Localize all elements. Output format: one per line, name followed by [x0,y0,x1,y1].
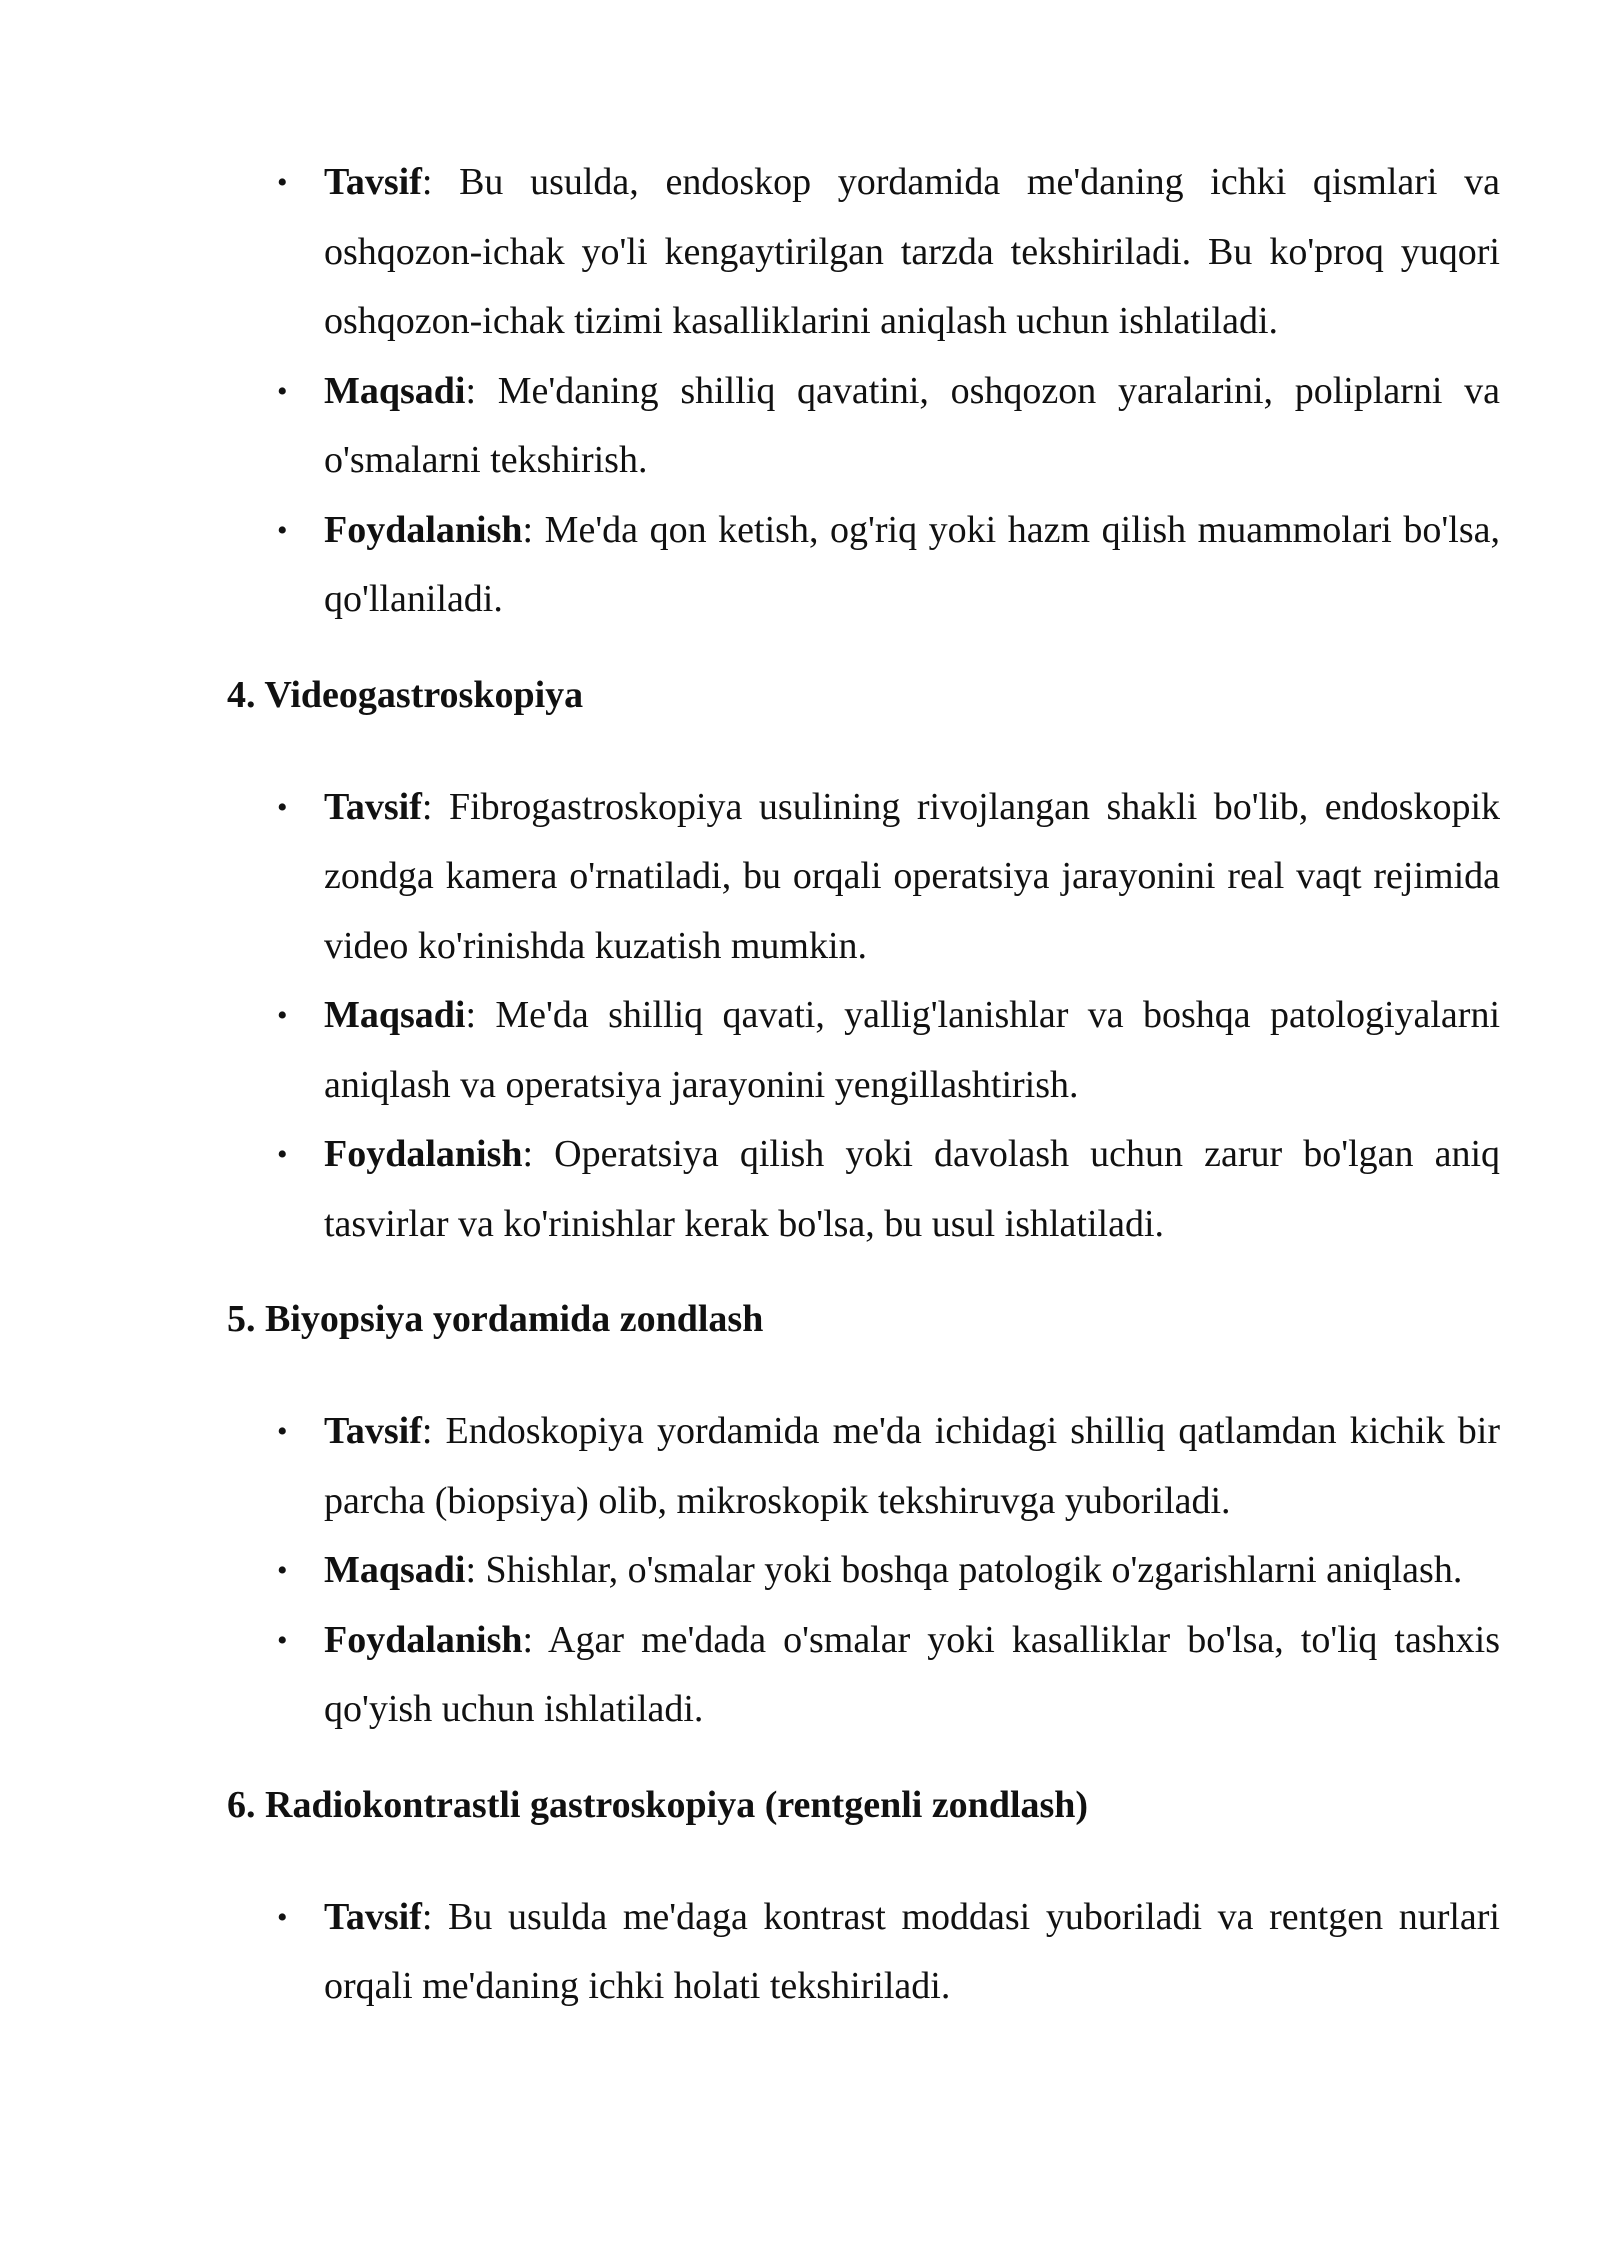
bullet-marker: • [277,1900,288,1934]
item-separator: : [421,161,433,203]
bullet-marker: • [277,513,288,547]
bullet-marker: • [277,166,288,199]
item-text: Me'daning shilliq qavatini, oshqozon yaralarini, poliplarni va o'smalarni tekshirish. [324,369,1500,481]
section-heading: 6. Radiokontrastli gastroskopiya (rentgenli zondlash) [227,1783,1089,1826]
item-separator: : [421,1895,433,1938]
spacer [227,635,1500,671]
item-term: Tavsif [324,1410,422,1452]
list-item [227,1606,1500,1745]
item-separator: : [522,1618,534,1661]
list-item [227,1883,1500,2022]
item-text: Shishlar, o'smalar yoki boshqa patologik o'zgarishlarni aniqlash. [476,1549,1463,1591]
bullet-marker: • [277,374,288,408]
bullet-marker: • [277,790,288,824]
item-text: Bu usulda, endoskop yordamida me'daning ichki qismlari va oshqozon-ichak yo'li kengaytirilgan tarzda tekshiriladi. Bu ko'proq yuqori oshqozon-ichak tizimi kasalliklarini aniqlash uchun ishlatiladi. [324,161,1500,342]
spacer [227,1259,1500,1295]
spacer [227,1343,1500,1397]
item-term: Maqsadi [324,1549,466,1591]
document-body [227,148,1500,2022]
list-item [227,1120,1500,1259]
spacer [227,1745,1500,1781]
item-term: Maqsadi [324,369,466,412]
list-item [227,148,1500,357]
item-separator: : [522,508,534,551]
item-term: Maqsadi [324,994,466,1036]
bullet-marker: • [277,1623,288,1657]
spacer [227,719,1500,773]
bullet-list [227,1883,1500,2022]
item-text: Me'da shilliq qavati, yallig'lanishlar va boshqa patologiyalarni aniqlash va operatsiya jarayonini yengillashtirish. [324,994,1500,1106]
bullet-marker: • [277,1138,288,1171]
bullet-list [227,148,1500,635]
item-term: Foydalanish [324,1618,523,1661]
item-separator: : [421,785,433,828]
item-term: Foydalanish [324,1133,523,1175]
item-text: Bu usulda me'daga kontrast moddasi yuboriladi va rentgen nurlari orqali me'daning ichki holati tekshiriladi. [324,1895,1500,2007]
item-separator: : [465,1549,477,1591]
bullet-list [227,1397,1500,1745]
list-item [227,1536,1500,1606]
bullet-marker: • [277,999,288,1032]
item-text: Operatsiya qilish yoki davolash uchun zarur bo'lgan aniq tasvirlar va ko'rinishlar kerak bo'lsa, bu usul ishlatiladi. [324,1133,1500,1245]
list-item [227,773,1500,982]
item-term: Tavsif [324,1895,422,1938]
item-text: Endoskopiya yordamida me'da ichidagi shilliq qatlamdan kichik bir parcha (biopsiya) olib, mikroskopik tekshiruvga yuboriladi. [324,1410,1500,1522]
spacer [227,1829,1500,1883]
bullet-marker: • [277,1415,288,1448]
item-text: Me'da qon ketish, og'riq yoki hazm qilish muammolari bo'lsa, qo'llaniladi. [324,508,1500,620]
list-item [227,981,1500,1120]
section-heading: 4. Videogastroskopiya [227,673,584,716]
item-separator: : [522,1133,534,1175]
item-term: Foydalanish [324,508,523,551]
list-item [227,1397,1500,1536]
item-text: Agar me'dada o'smalar yoki kasalliklar bo'lsa, to'liq tashxis qo'yish uchun ishlatiladi. [324,1618,1500,1730]
list-item [227,496,1500,635]
item-separator: : [421,1410,433,1452]
item-text: Fibrogastroskopiya usulining rivojlangan shakli bo'lib, endoskopik zondga kamera o'rnatiladi, bu orqali operatsiya jarayonini real vaqt rejimida video ko'rinishda kuzatish mumkin. [324,785,1500,967]
item-separator: : [465,369,477,412]
item-term: Tavsif [324,785,422,828]
item-term: Tavsif [324,161,422,203]
section-heading: 5. Biyopsiya yordamida zondlash [227,1298,764,1340]
list-item [227,357,1500,496]
bullet-list [227,773,1500,1260]
bullet-marker: • [277,1554,288,1587]
item-separator: : [465,994,477,1036]
